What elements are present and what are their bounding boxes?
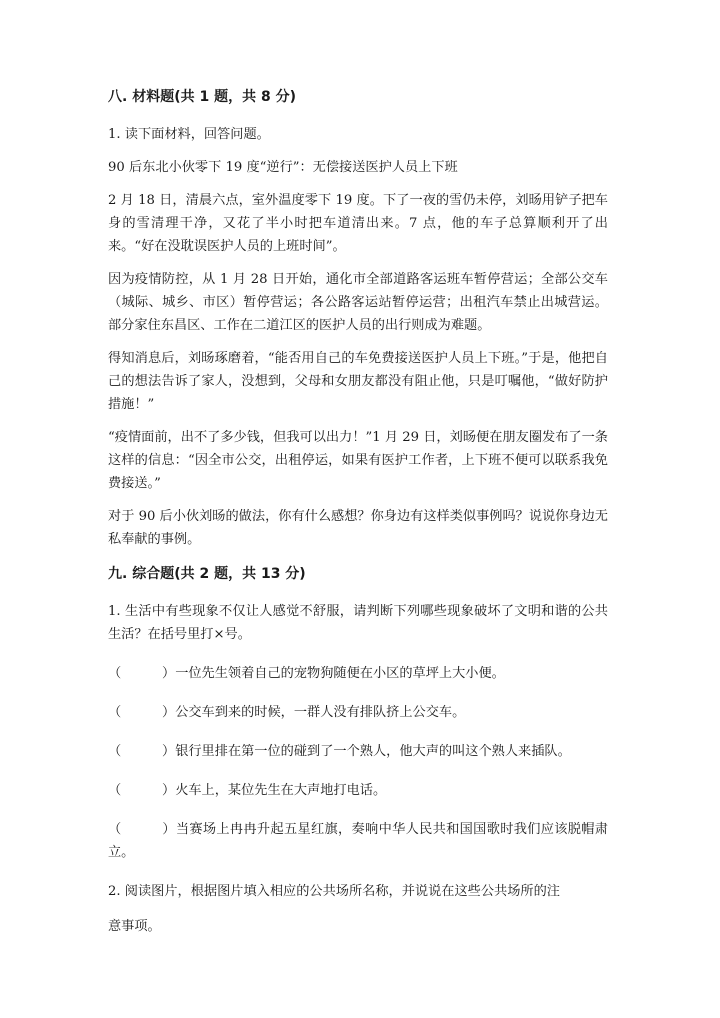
judgment-item-text: 一位先生领着自己的宠物狗随便在小区的草坪上大小便。 [175,666,505,681]
material-question: 对于 90 后小伙刘旸的做法，你有什么感想？你身边有这样类似事例吗？说说你身边无私奉献的事例。 [108,509,608,547]
answer-bracket[interactable]: （ [108,666,122,681]
judgment-item-text: 火车上，某位先生在大声地打电话。 [175,783,387,798]
material-paragraph-4: “疫情面前，出不了多少钱，但我可以出力！”1 月 29 日，刘旸便在朋友圈发布了一条这样的信息：“因全市公交，出租停运，如果有医护工作者，上下班不便可以联系我免费接送。” [108,430,608,491]
judgment-item-5: （ ）当赛场上冉冉升起五星红旗，奏响中华人民共和国国歌时我们应该脱帽肃立。 [108,818,608,864]
judgment-item-text: 公交车到来的时候，一群人没有排队挤上公交车。 [175,705,466,720]
judgment-item-3: （ ）银行里排在第一位的碰到了一个熟人，他大声的叫这个熟人来插队。 [108,740,608,763]
answer-bracket[interactable]: （ [108,822,122,837]
judgment-item-2: （ ）公交车到来的时候，一群人没有排队挤上公交车。 [108,701,608,724]
section-9-question-2-prompt-line-2: 意事项。 [108,919,161,934]
material-paragraph-1: 2 月 18 日，清晨六点，室外温度零下 19 度。下了一夜的雪仍未停，刘旸用铲子把车身的雪清理干净，又花了半小时把车道清出来。7 点，他的车子总算顺利开了出来。“好在没耽误医护人员的上班时间”。 [108,193,608,254]
section-9-heading: 九. 综合题(共 2 题，共 13 分) [108,566,306,582]
answer-bracket[interactable]: （ [108,744,122,759]
answer-bracket[interactable]: （ [108,705,122,720]
material-title: 90 后东北小伙零下 19 度“逆行”：无偿接送医护人员上下班 [108,160,458,175]
judgment-item-text: 银行里排在第一位的碰到了一个熟人，他大声的叫这个熟人来插队。 [175,744,571,759]
section-9-question-1-prompt: 1. 生活中有些现象不仅让人感觉不舒服，请判断下列哪些现象破坏了文明和谐的公共生活？在括号里打×号。 [108,604,608,642]
exam-page [108,86,608,938]
material-paragraph-3: 得知消息后，刘旸琢磨着，“能否用自己的车免费接送医护人员上下班。”于是，他把自己的想法告诉了家人，没想到，父母和女朋友都没有阻止他，只是叮嘱他，“做好防护措施！” [108,351,608,412]
section-8-question-1-prompt: 1. 读下面材料，回答问题。 [108,127,270,142]
judgment-item-4: （ ）火车上，某位先生在大声地打电话。 [108,779,608,802]
section-9-question-2-prompt-line-1: 2. 阅读图片，根据图片填入相应的公共场所名称，并说说在这些公共场所的注 [108,884,560,899]
answer-bracket[interactable]: （ [108,783,122,798]
section-8-heading: 八. 材料题(共 1 题，共 8 分) [108,89,296,105]
judgment-item-1: （ ）一位先生领着自己的宠物狗随便在小区的草坪上大小便。 [108,662,608,685]
judgment-item-text: 当赛场上冉冉升起五星红旗，奏响中华人民共和国国歌时我们应该脱帽肃立。 [108,822,608,860]
material-paragraph-2: 因为疫情防控，从 1 月 28 日开始，通化市全部道路客运班车暂停营运；全部公交车（城际、城乡、市区）暂停营运；各公路客运站暂停运营；出租汽车禁止出城营运。部分家住东昌区、工作在二道江区的医护人员的出行则成为难题。 [108,272,608,333]
